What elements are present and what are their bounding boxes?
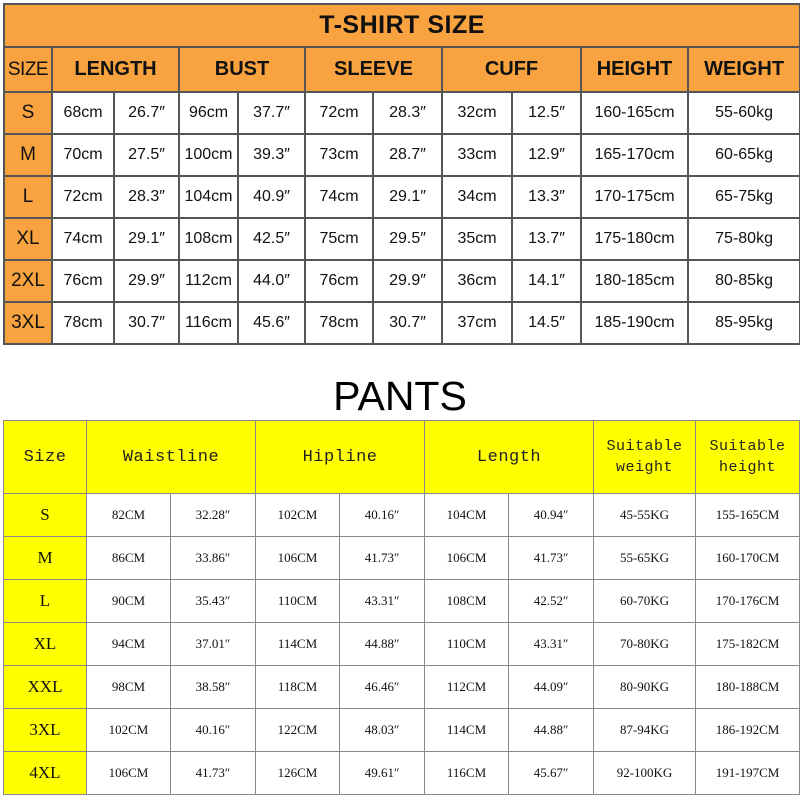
pants-table-row [4, 494, 800, 537]
tshirt-header-height: HEIGHT [581, 47, 688, 92]
tshirt-value-cell: 85-95kg [688, 302, 800, 344]
tshirt-value-cell: 170-175cm [581, 176, 688, 218]
tshirt-value-cell: 32cm [442, 92, 512, 134]
pants-value-cell: 40.94″ [509, 494, 594, 537]
pants-size-cell: L [4, 580, 87, 623]
pants-value-cell: 44.88″ [340, 623, 425, 666]
pants-value-cell: 90CM [87, 580, 171, 623]
tshirt-value-cell: 29.1″ [373, 176, 442, 218]
pants-value-cell: 46.46″ [340, 666, 425, 709]
pants-value-cell: 70-80KG [594, 623, 696, 666]
tshirt-value-cell: 185-190cm [581, 302, 688, 344]
tshirt-value-cell: 73cm [305, 134, 373, 176]
tshirt-value-cell: 45.6″ [238, 302, 305, 344]
tshirt-value-cell: 28.7″ [373, 134, 442, 176]
tshirt-header-row [4, 47, 800, 92]
tshirt-value-cell: 75-80kg [688, 218, 800, 260]
pants-header-suitable-height: Suitable height [696, 421, 800, 494]
pants-value-cell: 126CM [256, 752, 340, 795]
tshirt-value-cell: 37.7″ [238, 92, 305, 134]
tshirt-value-cell: 14.1″ [512, 260, 581, 302]
tshirt-value-cell: 96cm [179, 92, 238, 134]
pants-value-cell: 170-176CM [696, 580, 800, 623]
pants-value-cell: 87-94KG [594, 709, 696, 752]
tshirt-value-cell: 112cm [179, 260, 238, 302]
tshirt-size-cell: M [4, 134, 52, 176]
tshirt-value-cell: 13.3″ [512, 176, 581, 218]
pants-size-cell: 3XL [4, 709, 87, 752]
pants-size-cell: M [4, 537, 87, 580]
tshirt-value-cell: 33cm [442, 134, 512, 176]
pants-table-row [4, 537, 800, 580]
pants-value-cell: 43.31″ [509, 623, 594, 666]
tshirt-value-cell: 55-60kg [688, 92, 800, 134]
pants-value-cell: 112CM [425, 666, 509, 709]
pants-header-size: Size [4, 421, 87, 494]
pants-value-cell: 82CM [87, 494, 171, 537]
pants-table-row [4, 752, 800, 795]
pants-value-cell: 45-55KG [594, 494, 696, 537]
pants-header-length: Length [425, 421, 594, 494]
tshirt-value-cell: 29.5″ [373, 218, 442, 260]
tshirt-table-title: T-SHIRT SIZE [4, 4, 800, 47]
tshirt-value-cell: 76cm [52, 260, 114, 302]
tshirt-value-cell: 29.9″ [373, 260, 442, 302]
tshirt-value-cell: 39.3″ [238, 134, 305, 176]
pants-value-cell: 41.73″ [340, 537, 425, 580]
tshirt-header-size: SIZE [4, 47, 52, 92]
tshirt-table-row [4, 134, 800, 176]
pants-size-cell: S [4, 494, 87, 537]
tshirt-value-cell: 44.0″ [238, 260, 305, 302]
pants-header-waistline: Waistline [87, 421, 256, 494]
pants-table-row [4, 666, 800, 709]
pants-value-cell: 104CM [425, 494, 509, 537]
pants-value-cell: 86CM [87, 537, 171, 580]
pants-value-cell: 41.73″ [171, 752, 256, 795]
tshirt-header-sleeve: SLEEVE [305, 47, 442, 92]
pants-value-cell: 41.73″ [509, 537, 594, 580]
tshirt-value-cell: 116cm [179, 302, 238, 344]
tshirt-value-cell: 80-85kg [688, 260, 800, 302]
pants-value-cell: 49.61″ [340, 752, 425, 795]
pants-value-cell: 40.16″ [340, 494, 425, 537]
pants-table-row [4, 709, 800, 752]
tshirt-value-cell: 100cm [179, 134, 238, 176]
tshirt-value-cell: 30.7″ [114, 302, 179, 344]
tshirt-value-cell: 175-180cm [581, 218, 688, 260]
pants-value-cell: 116CM [425, 752, 509, 795]
pants-value-cell: 33.86″ [171, 537, 256, 580]
tshirt-value-cell: 70cm [52, 134, 114, 176]
pants-value-cell: 55-65KG [594, 537, 696, 580]
pants-value-cell: 106CM [425, 537, 509, 580]
tshirt-value-cell: 14.5″ [512, 302, 581, 344]
tshirt-value-cell: 180-185cm [581, 260, 688, 302]
tshirt-table-row [4, 92, 800, 134]
pants-value-cell: 42.52″ [509, 580, 594, 623]
pants-value-cell: 80-90KG [594, 666, 696, 709]
tshirt-value-cell: 68cm [52, 92, 114, 134]
pants-value-cell: 106CM [87, 752, 171, 795]
tshirt-value-cell: 165-170cm [581, 134, 688, 176]
pants-value-cell: 35.43″ [171, 580, 256, 623]
tshirt-value-cell: 78cm [52, 302, 114, 344]
tshirt-header-bust: BUST [179, 47, 305, 92]
pants-value-cell: 98CM [87, 666, 171, 709]
tshirt-header-weight: WEIGHT [688, 47, 800, 92]
tshirt-table-row [4, 218, 800, 260]
pants-value-cell: 160-170CM [696, 537, 800, 580]
tshirt-value-cell: 40.9″ [238, 176, 305, 218]
tshirt-value-cell: 74cm [52, 218, 114, 260]
tshirt-value-cell: 104cm [179, 176, 238, 218]
pants-value-cell: 44.09″ [509, 666, 594, 709]
tshirt-value-cell: 72cm [305, 92, 373, 134]
pants-value-cell: 114CM [256, 623, 340, 666]
pants-value-cell: 60-70KG [594, 580, 696, 623]
tshirt-value-cell: 160-165cm [581, 92, 688, 134]
tshirt-value-cell: 60-65kg [688, 134, 800, 176]
pants-header-hipline: Hipline [256, 421, 425, 494]
tshirt-value-cell: 12.9″ [512, 134, 581, 176]
pants-size-table [3, 420, 800, 795]
pants-value-cell: 32.28″ [171, 494, 256, 537]
tshirt-value-cell: 30.7″ [373, 302, 442, 344]
pants-value-cell: 110CM [425, 623, 509, 666]
pants-value-cell: 108CM [425, 580, 509, 623]
pants-value-cell: 94CM [87, 623, 171, 666]
tshirt-value-cell: 12.5″ [512, 92, 581, 134]
pants-value-cell: 102CM [87, 709, 171, 752]
tshirt-size-cell: 3XL [4, 302, 52, 344]
tshirt-value-cell: 75cm [305, 218, 373, 260]
tshirt-table-row [4, 176, 800, 218]
tshirt-size-cell: XL [4, 218, 52, 260]
tshirt-size-cell: S [4, 92, 52, 134]
tshirt-value-cell: 78cm [305, 302, 373, 344]
tshirt-header-length: LENGTH [52, 47, 179, 92]
tshirt-value-cell: 65-75kg [688, 176, 800, 218]
pants-value-cell: 191-197CM [696, 752, 800, 795]
pants-size-cell: 4XL [4, 752, 87, 795]
pants-table-row [4, 580, 800, 623]
pants-value-cell: 114CM [425, 709, 509, 752]
pants-value-cell: 180-188CM [696, 666, 800, 709]
pants-value-cell: 175-182CM [696, 623, 800, 666]
pants-value-cell: 110CM [256, 580, 340, 623]
tshirt-value-cell: 29.9″ [114, 260, 179, 302]
pants-value-cell: 45.67″ [509, 752, 594, 795]
tshirt-value-cell: 26.7″ [114, 92, 179, 134]
pants-title: PANTS [333, 373, 467, 419]
tshirt-size-cell: L [4, 176, 52, 218]
tshirt-value-cell: 42.5″ [238, 218, 305, 260]
tshirt-value-cell: 13.7″ [512, 218, 581, 260]
tshirt-value-cell: 37cm [442, 302, 512, 344]
pants-header-suitable-weight: Suitable weight [594, 421, 696, 494]
tshirt-value-cell: 28.3″ [114, 176, 179, 218]
tshirt-value-cell: 29.1″ [114, 218, 179, 260]
pants-size-cell: XL [4, 623, 87, 666]
pants-value-cell: 106CM [256, 537, 340, 580]
pants-size-cell: XXL [4, 666, 87, 709]
pants-value-cell: 48.03″ [340, 709, 425, 752]
tshirt-size-table [3, 3, 800, 345]
pants-value-cell: 186-192CM [696, 709, 800, 752]
tshirt-value-cell: 72cm [52, 176, 114, 218]
tshirt-value-cell: 34cm [442, 176, 512, 218]
pants-value-cell: 122CM [256, 709, 340, 752]
pants-header-row [4, 421, 800, 494]
tshirt-table-row [4, 260, 800, 302]
pants-value-cell: 118CM [256, 666, 340, 709]
tshirt-table-row [4, 302, 800, 344]
pants-value-cell: 155-165CM [696, 494, 800, 537]
pants-value-cell: 37.01″ [171, 623, 256, 666]
tshirt-header-cuff: CUFF [442, 47, 581, 92]
tshirt-value-cell: 74cm [305, 176, 373, 218]
pants-value-cell: 40.16″ [171, 709, 256, 752]
pants-value-cell: 92-100KG [594, 752, 696, 795]
pants-value-cell: 44.88″ [509, 709, 594, 752]
pants-value-cell: 43.31″ [340, 580, 425, 623]
tshirt-value-cell: 28.3″ [373, 92, 442, 134]
tshirt-value-cell: 108cm [179, 218, 238, 260]
pants-table-row [4, 623, 800, 666]
tshirt-value-cell: 76cm [305, 260, 373, 302]
tshirt-size-cell: 2XL [4, 260, 52, 302]
tshirt-value-cell: 36cm [442, 260, 512, 302]
tshirt-value-cell: 35cm [442, 218, 512, 260]
tshirt-value-cell: 27.5″ [114, 134, 179, 176]
pants-value-cell: 102CM [256, 494, 340, 537]
pants-value-cell: 38.58″ [171, 666, 256, 709]
